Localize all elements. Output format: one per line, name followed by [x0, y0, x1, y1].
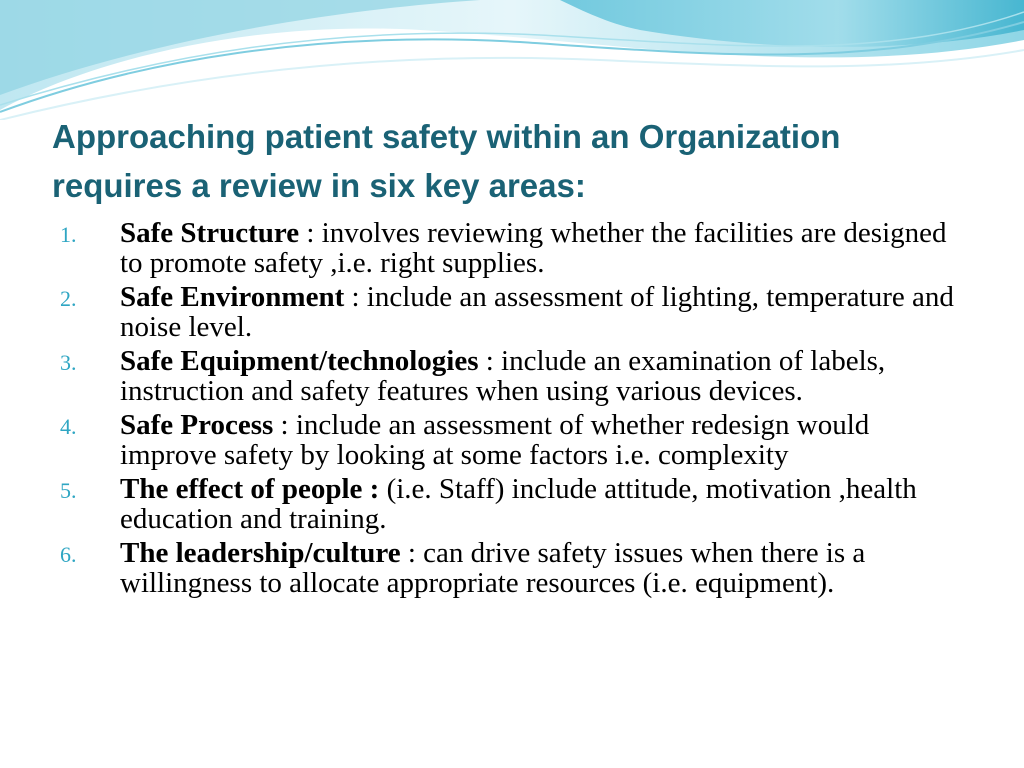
list-number: 6. [60, 542, 77, 567]
item-term: Safe Environment [120, 281, 345, 313]
item-text: : involves reviewing whether the facilities are designed to promote safety ,i.e. right supplies. [120, 217, 947, 279]
header-wave-decoration [0, 0, 1024, 120]
title-line-2: requires a review in six key areas: [52, 167, 586, 204]
item-text: (i.e. Staff) include attitude, motivation ,health education and training. [120, 473, 917, 535]
list-number: 3. [60, 350, 77, 375]
item-text: : include an examination of labels, instruction and safety features when using various devices. [120, 345, 886, 407]
list-number: 4. [60, 414, 77, 439]
list-item [60, 218, 970, 278]
list-item [60, 346, 970, 406]
item-text: : include an assessment of lighting, temperature and noise level. [120, 281, 954, 343]
item-term: The effect of people : [120, 473, 380, 505]
item-term: Safe Process [120, 409, 274, 441]
item-text: : can drive safety issues when there is a willingness to allocate appropriate resources (i.e. equipment). [120, 537, 866, 599]
slide-title [52, 112, 992, 210]
list-number: 2. [60, 286, 77, 311]
item-term: The leadership/culture [120, 537, 401, 569]
list-item [60, 474, 970, 534]
list-number: 5. [60, 478, 77, 503]
list-item [60, 410, 970, 470]
list-item [60, 282, 970, 342]
item-term: Safe Structure [120, 217, 300, 249]
key-areas-list [60, 218, 970, 602]
title-line-1: Approaching patient safety within an Organization [52, 118, 841, 155]
list-number: 1. [60, 222, 77, 247]
list-item [60, 538, 970, 598]
item-term: Safe Equipment/technologies [120, 345, 479, 377]
item-text: : include an assessment of whether redesign would improve safety by looking at some factors i.e. complexity [120, 409, 870, 471]
